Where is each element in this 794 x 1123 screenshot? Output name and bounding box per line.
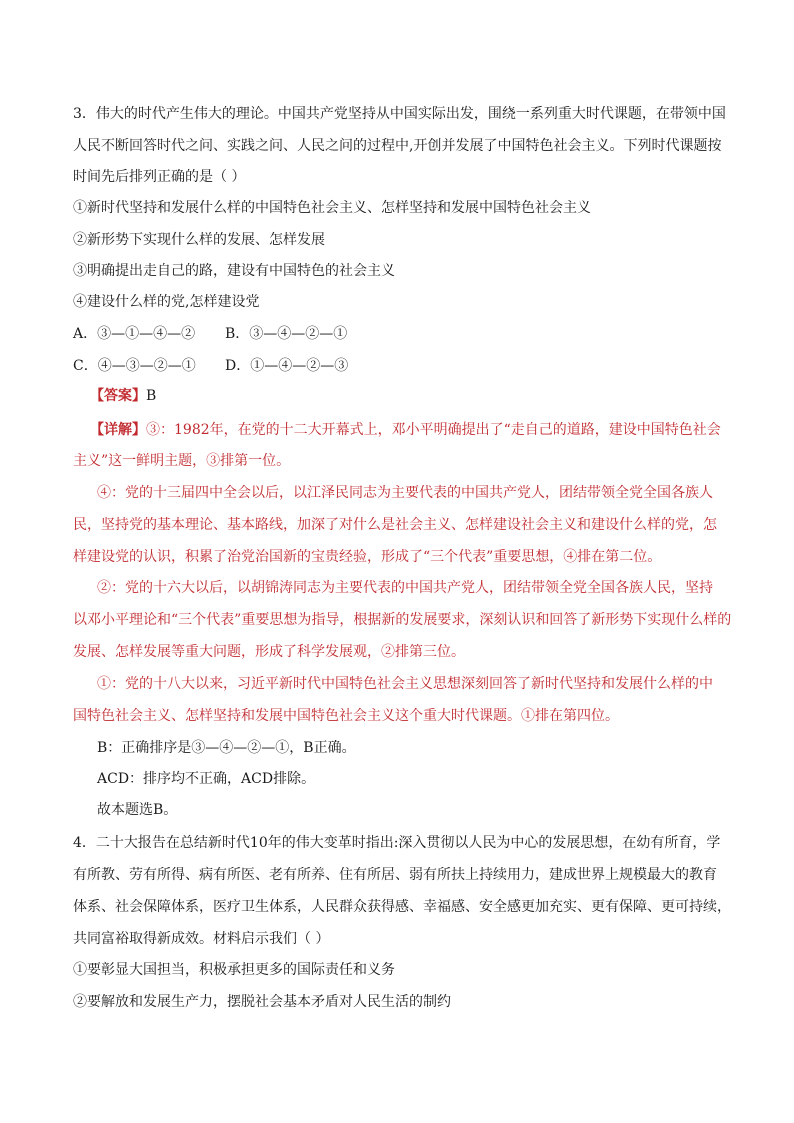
q3-detail-line-3: ④：党的十三届四中全会以后，以江泽民同志为主要代表的中国共产党人，团结带领全党全国各族人 [97,485,713,501]
q4-item-1: ①要彰显大国担当，积极承担更多的国际责任和义务 [73,962,395,978]
q3-detail-line-1 [90,420,721,440]
q3-item-4: ④建设什么样的党,怎样建设党 [73,294,260,310]
q4-stem-line-1: 4．二十大报告在总结新时代10年的伟大变革时指出:深入贯彻以人民为中心的发展思想，在幼有所育，学 [73,835,721,851]
answer-tag: 【答案】 [90,388,146,404]
q3-conclusion-2: ACD：排序均不正确，ACD排除。 [97,771,316,787]
q4-stem-line-3: 体系、社会保障体系，医疗卫生体系，人民群众获得感、幸福感、安全感更加充实、更有保障、更可持续， [73,899,731,915]
q3-conclusion-3: 故本题选B。 [97,802,178,818]
q3-options-row-2 [73,356,348,376]
q3-option-a: A．③—①—④—② [73,326,196,342]
q3-detail-line-5: 样建设党的认识，积累了治党治国新的宝贵经验，形成了“三个代表”重要思想，④排在第二位。 [73,549,662,565]
q3-detail-line-7: 以邓小平理论和“三个代表”重要思想为指导，根据新的发展要求，深刻认识和回答了新形势下实现什么样的 [73,612,732,628]
q3-detail-line-4: 民，坚持党的基本理论、基本路线，加深了对什么是社会主义、怎样建设社会主义和建设什么样的党，怎 [73,517,717,533]
q3-conclusion-1: B：正确排序是③—④—②—①，B正确。 [97,740,356,756]
q3-option-b: B．③—④—②—① [225,326,348,342]
q3-stem-line-2: 人民不断回答时代之问、实践之问、人民之问的过程中,开创并发展了中国特色社会主义。下列时代课题按 [73,138,722,154]
q3-option-d: D．①—④—②—③ [225,358,349,374]
q3-detail-line-8: 发展、怎样发展等重大问题，形成了科学发展观，②排第三位。 [73,644,465,660]
q4-stem-line-4: 共同富裕取得新成效。材料启示我们（ ） [73,931,330,947]
q4-stem-line-2: 有所教、劳有所得、病有所医、老有所养、住有所居、弱有所扶上持续用力，建成世界上规模最大的教育 [73,867,717,883]
q3-item-2: ②新形势下实现什么样的发展、怎样发展 [73,232,325,248]
q3-detail-line-6: ②：党的十六大以后，以胡锦涛同志为主要代表的中国共产党人，团结带领全党全国各族人民，坚持 [97,580,713,596]
q3-item-3: ③明确提出走自己的路，建设有中国特色的社会主义 [73,263,395,279]
q3-detail-line-2: 主义”这一鲜明主题，③排第一位。 [73,453,291,469]
q4-item-2: ②要解放和发展生产力，摆脱社会基本矛盾对人民生活的制约 [73,994,451,1010]
q3-stem-line-3: 时间先后排列正确的是（ ） [73,169,246,185]
q3-answer [90,386,156,406]
answer-value: B [146,388,157,404]
detail-tag: 【详解】 [90,422,146,438]
q3-options-row-1 [73,324,347,344]
q3-option-c: C．④—③—②—① [73,358,196,374]
q3-detail-line-9: ①：党的十八大以来，习近平新时代中国特色社会主义思想深刻回答了新时代坚持和发展什么样的中 [97,676,713,692]
q3-stem-line-1: 3．伟大的时代产生伟大的理论。中国共产党坚持从中国实际出发，围绕一系列重大时代课题，在带领中国 [73,106,726,122]
q3-detail-line-10: 国特色社会主义、怎样坚持和发展中国特色社会主义这个重大时代课题。①排在第四位。 [73,708,619,724]
detail-text: ③：1982年，在党的十二大开幕式上，邓小平明确提出了“走自己的道路，建设中国特色社会 [146,422,721,438]
q3-item-1: ①新时代坚持和发展什么样的中国特色社会主义、怎样坚持和发展中国特色社会主义 [73,200,591,216]
